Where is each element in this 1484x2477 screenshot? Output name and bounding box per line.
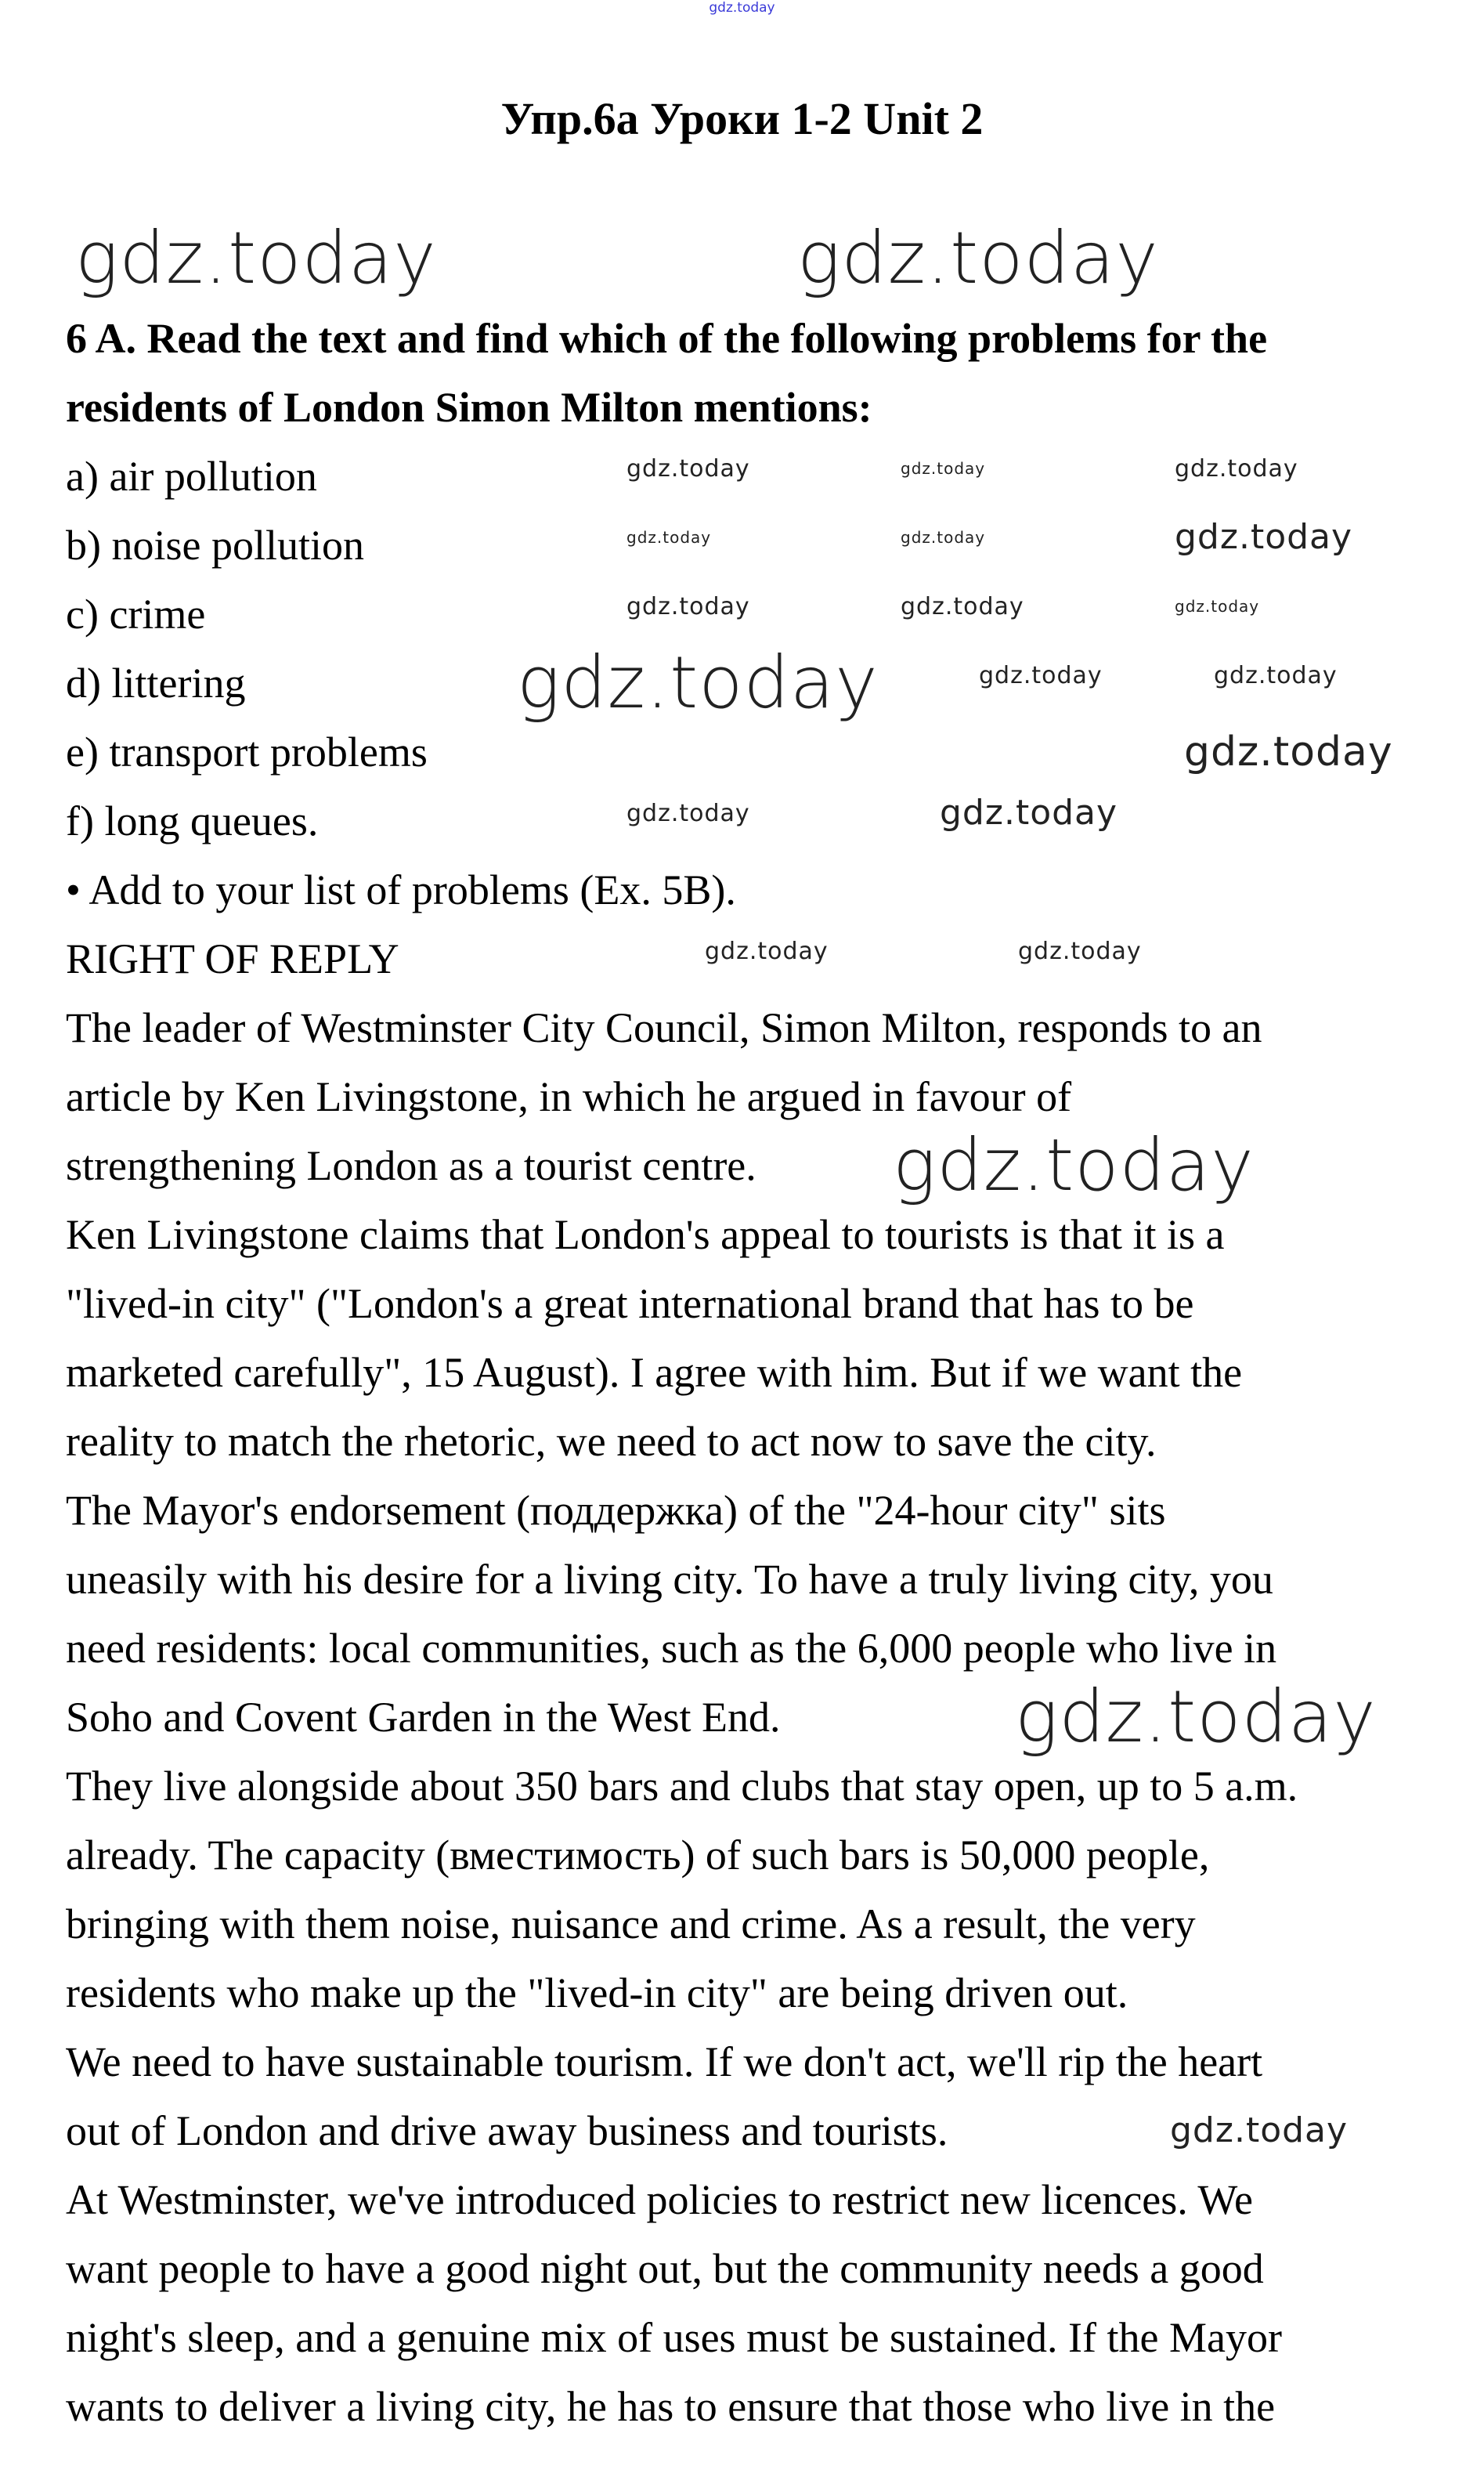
watermark-top: gdz.today xyxy=(709,0,775,16)
watermark: gdz.today xyxy=(901,459,986,478)
text-line: bringing with them noise, nuisance and crime. As a result, the very xyxy=(66,1900,1196,1947)
watermark: gdz.today xyxy=(893,1123,1255,1207)
watermark: gdz.today xyxy=(1018,938,1142,965)
watermark: gdz.today xyxy=(1184,729,1393,776)
watermark: gdz.today xyxy=(626,455,750,483)
watermark: gdz.today xyxy=(979,662,1103,689)
text-line: strengthening London as a tourist centre. xyxy=(66,1142,756,1189)
watermark: gdz.today xyxy=(626,593,750,620)
text-line: article by Ken Livingstone, in which he argued in favour of xyxy=(66,1073,1072,1120)
task-note: • Add to your list of problems (Ex. 5B). xyxy=(66,866,736,913)
watermark: gdz.today xyxy=(1175,597,1260,616)
text-line: The leader of Westminster City Council, Simon Milton, responds to an xyxy=(66,1004,1262,1051)
option-e: e) transport problems xyxy=(66,729,428,776)
option-b: b) noise pollution xyxy=(66,522,364,569)
text-line: We need to have sustainable tourism. If we don't act, we'll rip the heart xyxy=(66,2038,1263,2085)
text-line: Soho and Covent Garden in the West End. xyxy=(66,1694,781,1741)
text-line: wants to deliver a living city, he has to ensure that those who live in the xyxy=(66,2383,1276,2430)
text-line: Ken Livingstone claims that London's appeal to tourists is that it is a xyxy=(66,1211,1225,1258)
text-line: uneasily with his desire for a living city. To have a truly living city, you xyxy=(66,1556,1273,1603)
text-line: night's sleep, and a genuine mix of uses must be sustained. If the Mayor xyxy=(66,2314,1282,2361)
watermark: gdz.today xyxy=(1175,455,1298,483)
watermark: gdz.today xyxy=(626,528,712,547)
text-line: "lived-in city" ("London's a great international brand that has to be xyxy=(66,1280,1194,1327)
option-f: f) long queues. xyxy=(66,797,319,844)
text-line: At Westminster, we've introduced policies to restrict new licences. We xyxy=(66,2176,1253,2223)
text-line: reality to match the rhetoric, we need to act now to save the city. xyxy=(66,1418,1157,1465)
watermark: gdz.today xyxy=(1015,1675,1377,1759)
text-line: They live alongside about 350 bars and clubs that stay open, up to 5 a.m. xyxy=(66,1763,1298,1810)
option-c: c) crime xyxy=(66,591,206,638)
watermark: gdz.today xyxy=(1175,517,1353,557)
text-line: residents who make up the "lived-in city" are being driven out. xyxy=(66,1969,1128,2016)
task-heading: residents of London Simon Milton mentions: xyxy=(66,384,872,431)
text-line: out of London and drive away business and tourists. xyxy=(66,2107,948,2154)
watermark: gdz.today xyxy=(517,641,879,725)
article-heading: RIGHT OF REPLY xyxy=(66,935,399,982)
watermark: gdz.today xyxy=(797,216,1159,300)
text-line: need residents: local communities, such as the 6,000 people who live in xyxy=(66,1625,1277,1672)
text-line: already. The capacity (вместимость) of such bars is 50,000 people, xyxy=(66,1832,1210,1879)
watermark: gdz.today xyxy=(626,800,750,827)
option-a: a) air pollution xyxy=(66,453,317,500)
text-line: want people to have a good night out, but the community needs a good xyxy=(66,2245,1264,2292)
watermark: gdz.today xyxy=(901,593,1024,620)
task-heading: 6 A. Read the text and find which of the following problems for the xyxy=(66,315,1268,362)
page-title: Упр.6а Уроки 1-2 Unit 2 xyxy=(500,93,984,144)
watermark: gdz.today xyxy=(705,938,829,965)
option-d: d) littering xyxy=(66,660,246,707)
watermark: gdz.today xyxy=(1170,2110,1349,2150)
watermark: gdz.today xyxy=(1214,662,1338,689)
text-line: marketed carefully", 15 August). I agree with him. But if we want the xyxy=(66,1349,1243,1396)
watermark: gdz.today xyxy=(901,528,986,547)
watermark: gdz.today xyxy=(75,216,437,300)
text-line: The Mayor's endorsement (поддержка) of the "24-hour city" sits xyxy=(66,1487,1166,1534)
watermark: gdz.today xyxy=(940,793,1118,833)
